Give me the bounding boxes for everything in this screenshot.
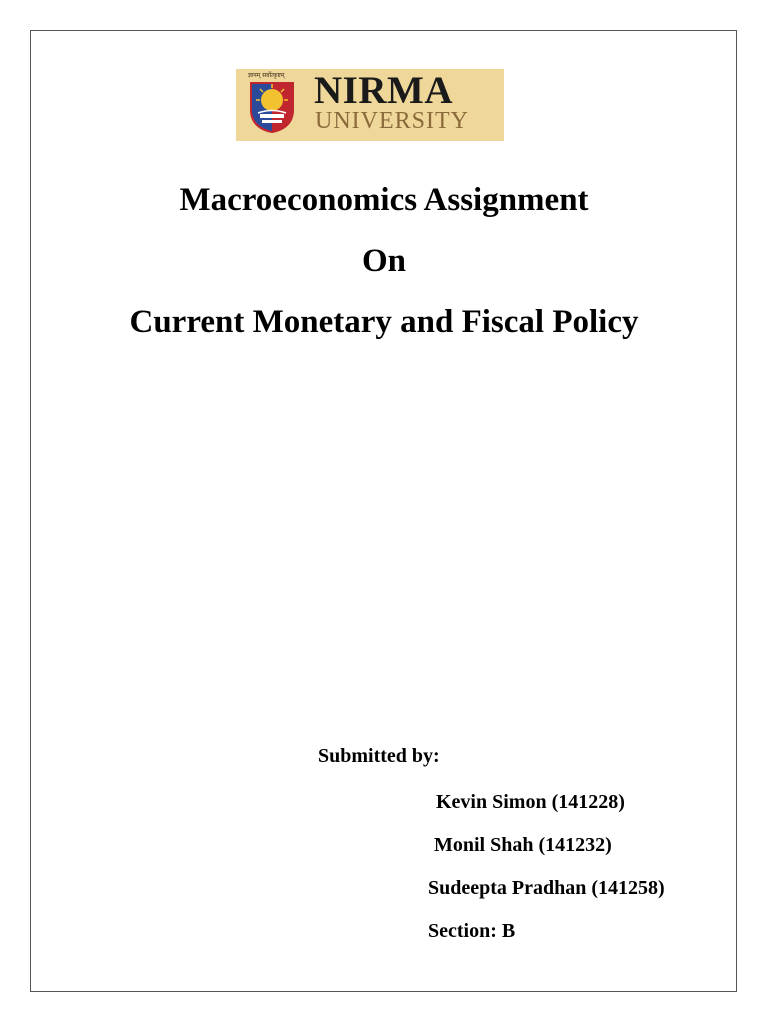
assignment-topic: Current Monetary and Fiscal Policy (129, 304, 639, 340)
title-connector: On (361, 243, 407, 279)
member-name: Monil Shah (141232) (434, 834, 612, 856)
assignment-title: Macroeconomics Assignment (179, 182, 589, 218)
university-seal-icon (248, 80, 296, 134)
logo-name: NIRMA (314, 69, 453, 112)
logo-tagline: ज्ञानम् सर्वोत्कृष्टम् (248, 72, 285, 79)
section-label: Section: B (428, 920, 516, 942)
logo-subtitle: UNIVERSITY (315, 108, 469, 134)
page-border (30, 30, 737, 992)
member-name: Kevin Simon (141228) (436, 791, 625, 813)
university-logo (236, 69, 504, 141)
submitted-by-label: Submitted by: (318, 745, 440, 767)
member-name: Sudeepta Pradhan (141258) (428, 877, 665, 899)
